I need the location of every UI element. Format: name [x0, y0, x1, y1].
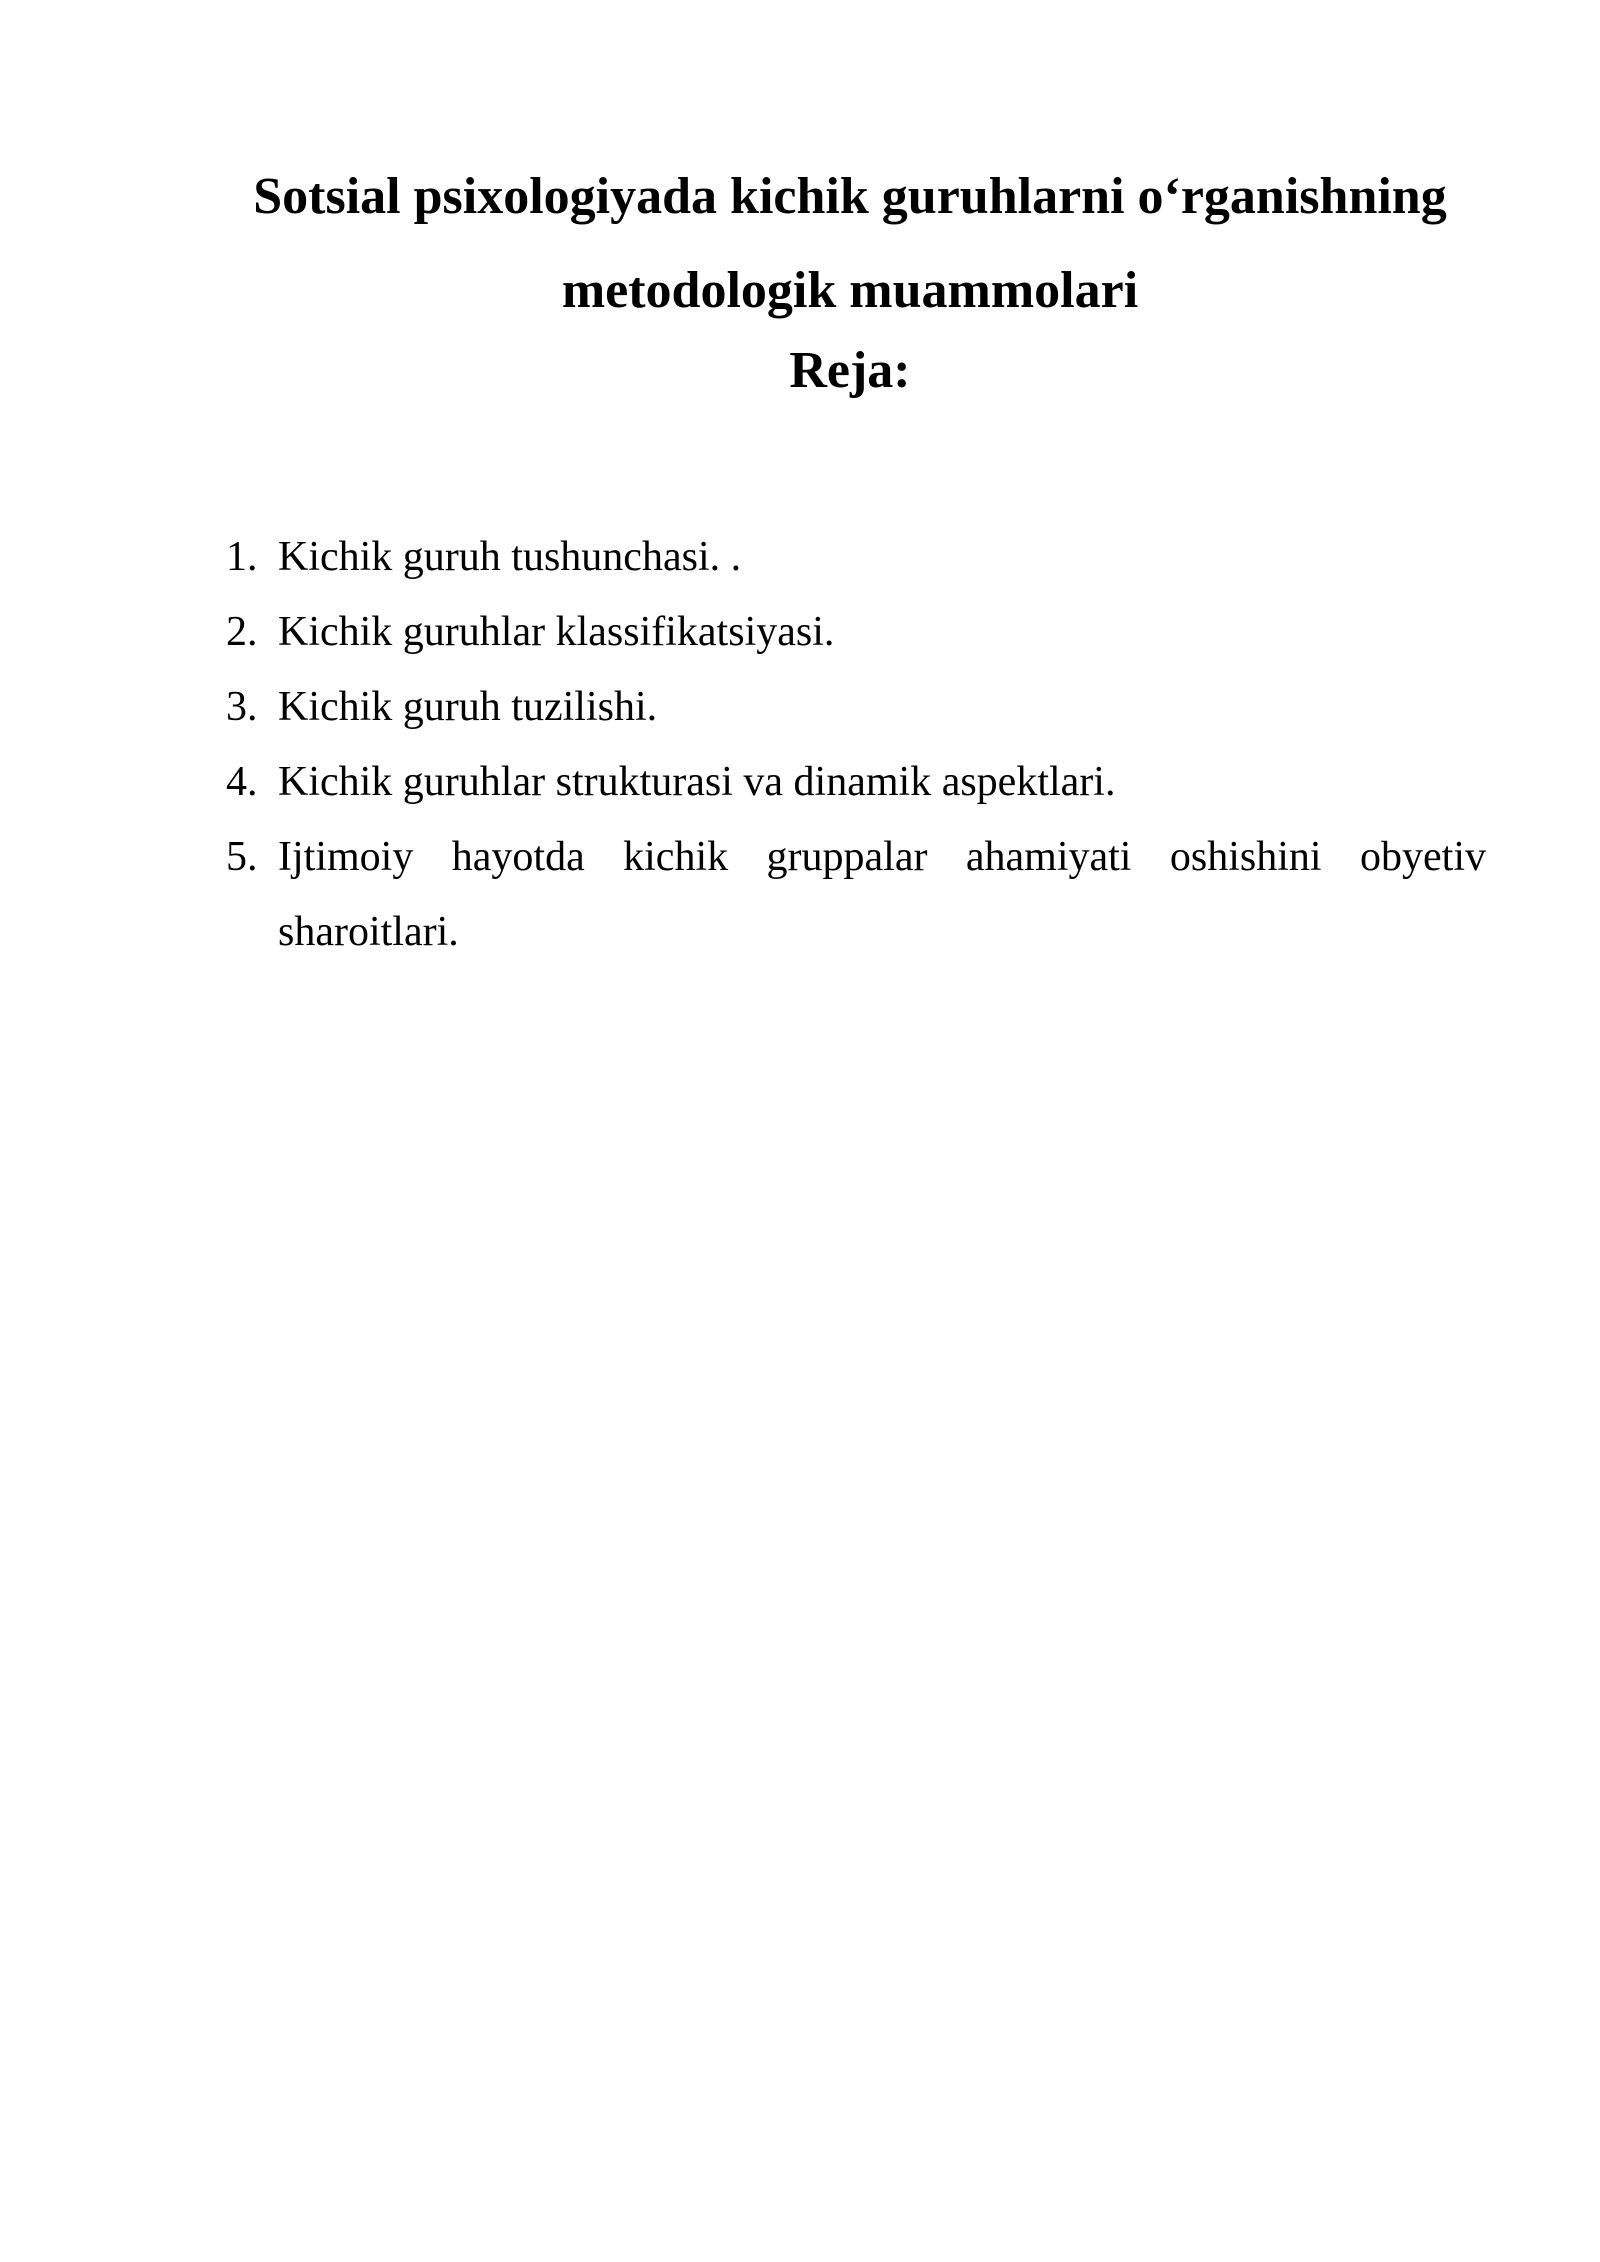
plan-item-1 [226, 520, 1486, 595]
plan-item-text: Ijtimoiy hayotda kichik gruppalar ahamiyati oshishini obyetiv sharoitlari. [278, 834, 1486, 955]
plan-item-4 [226, 745, 1486, 820]
plan-item-text: Kichik guruhlar klassifikatsiyasi. [278, 609, 835, 655]
plan-item-text: Kichik guruhlar strukturasi va dinamik aspektlari. [278, 759, 1116, 805]
title-line-2: metodologik muammolari [561, 262, 1139, 319]
plan-item-text: Kichik guruh tuzilishi. [278, 684, 658, 730]
plan-item-5 [226, 820, 1486, 970]
document-title [230, 150, 1470, 338]
title-heading [230, 150, 1470, 338]
plan-item-3 [226, 670, 1486, 745]
plan-item-number: 1. [226, 534, 258, 580]
plan-heading: Reja: [789, 342, 911, 399]
title-line-1: Sotsial psixologiyada kichik guruhlarni o‘rganishning [253, 168, 1447, 225]
plan-list [226, 520, 1486, 970]
plan-item-number: 3. [226, 684, 258, 730]
plan-item-number: 4. [226, 759, 258, 805]
plan-item-number: 5. [226, 834, 258, 880]
plan-item-2 [226, 595, 1486, 670]
plan-item-number: 2. [226, 609, 258, 655]
plan-item-text: Kichik guruh tushunchasi. . [278, 534, 742, 580]
